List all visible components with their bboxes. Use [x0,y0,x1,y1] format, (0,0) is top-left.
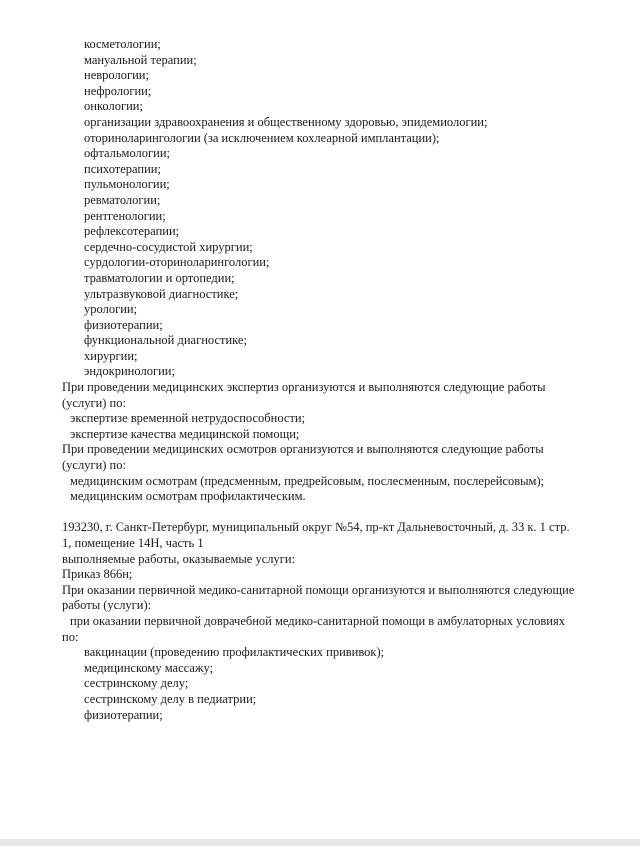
text-line: хирургии; [84,348,138,363]
blank-line [0,505,640,521]
text-line: При проведении медицинских осмотров организуются и выполняются следующие работы [62,442,544,457]
text-line: медицинскому массажу; [84,660,214,675]
text-line: физиотерапии; [84,317,163,332]
text-line: сестринскому делу; [84,676,189,691]
text-line: выполняемые работы, оказываемые услуги: [62,551,296,566]
text-line: медицинским осмотрам (предсменным, предрейсовым, послесменным, послерейсовым); [70,473,545,488]
text-line: вакцинации (проведению профилактических прививок); [84,645,385,660]
text-line: косметологии; [84,37,161,51]
text-line: травматологии и ортопедии; [84,270,235,285]
text-line: оториноларингологии (за исключением кохлеарной имплантации); [84,130,440,145]
text-line: сурдологии-оториноларингологии; [84,255,270,270]
text-line: ультразвуковой диагностике; [84,286,239,301]
text-line: психотерапии; [84,161,161,176]
text-line: урологии; [84,302,138,317]
document-lines [0,37,640,723]
text-line: при оказании первичной доврачебной медико-санитарной помощи в амбулаторных условиях [70,613,565,628]
text-line: эндокринологии; [84,364,175,379]
text-line: При оказании первичной медико-санитарной помощи организуются и выполняются следующие [62,582,575,597]
text-line: сестринскому делу в педиатрии; [84,691,257,706]
text-line: экспертизе качества медицинской помощи; [70,426,300,441]
text-line: 1, помещение 14Н, часть 1 [62,536,204,550]
horizontal-scrollbar-track[interactable] [0,839,640,846]
text-line: 193230, г. Санкт-Петербург, муниципальный округ №54, пр-кт Дальневосточный, д. 33 к. 1 стр. [62,520,570,535]
text-line: При проведении медицинских экспертиз организуются и выполняются следующие работы [62,380,546,395]
text-line: сердечно-сосудистой хирургии; [84,239,253,254]
text-line: онкологии; [84,99,143,114]
text-line: рентгенологии; [84,208,166,223]
text-line: офтальмологии; [84,146,171,161]
text-line: нефрологии; [84,83,152,98]
text-line: пульмонологии; [84,177,170,192]
text-line: экспертизе временной нетрудоспособности; [70,411,306,426]
text-line: работы (услуги): [62,598,152,613]
text-line: (услуги) по: [62,458,126,473]
text-line: ревматологии; [84,192,161,207]
text-line: физиотерапии; [84,707,163,722]
text-line: Приказ 866н; [62,567,133,582]
text-line: рефлексотерапии; [84,224,180,239]
text-line: по: [62,629,79,644]
text-line: мануальной терапии; [84,52,197,67]
text-line: функциональной диагностике; [84,333,247,348]
text-line: организации здравоохранения и общественному здоровью, эпидемиологии; [84,114,488,129]
text-line: медицинским осмотрам профилактическим. [70,489,306,504]
text-line: (услуги) по: [62,395,126,410]
text-line: неврологии; [84,68,149,83]
